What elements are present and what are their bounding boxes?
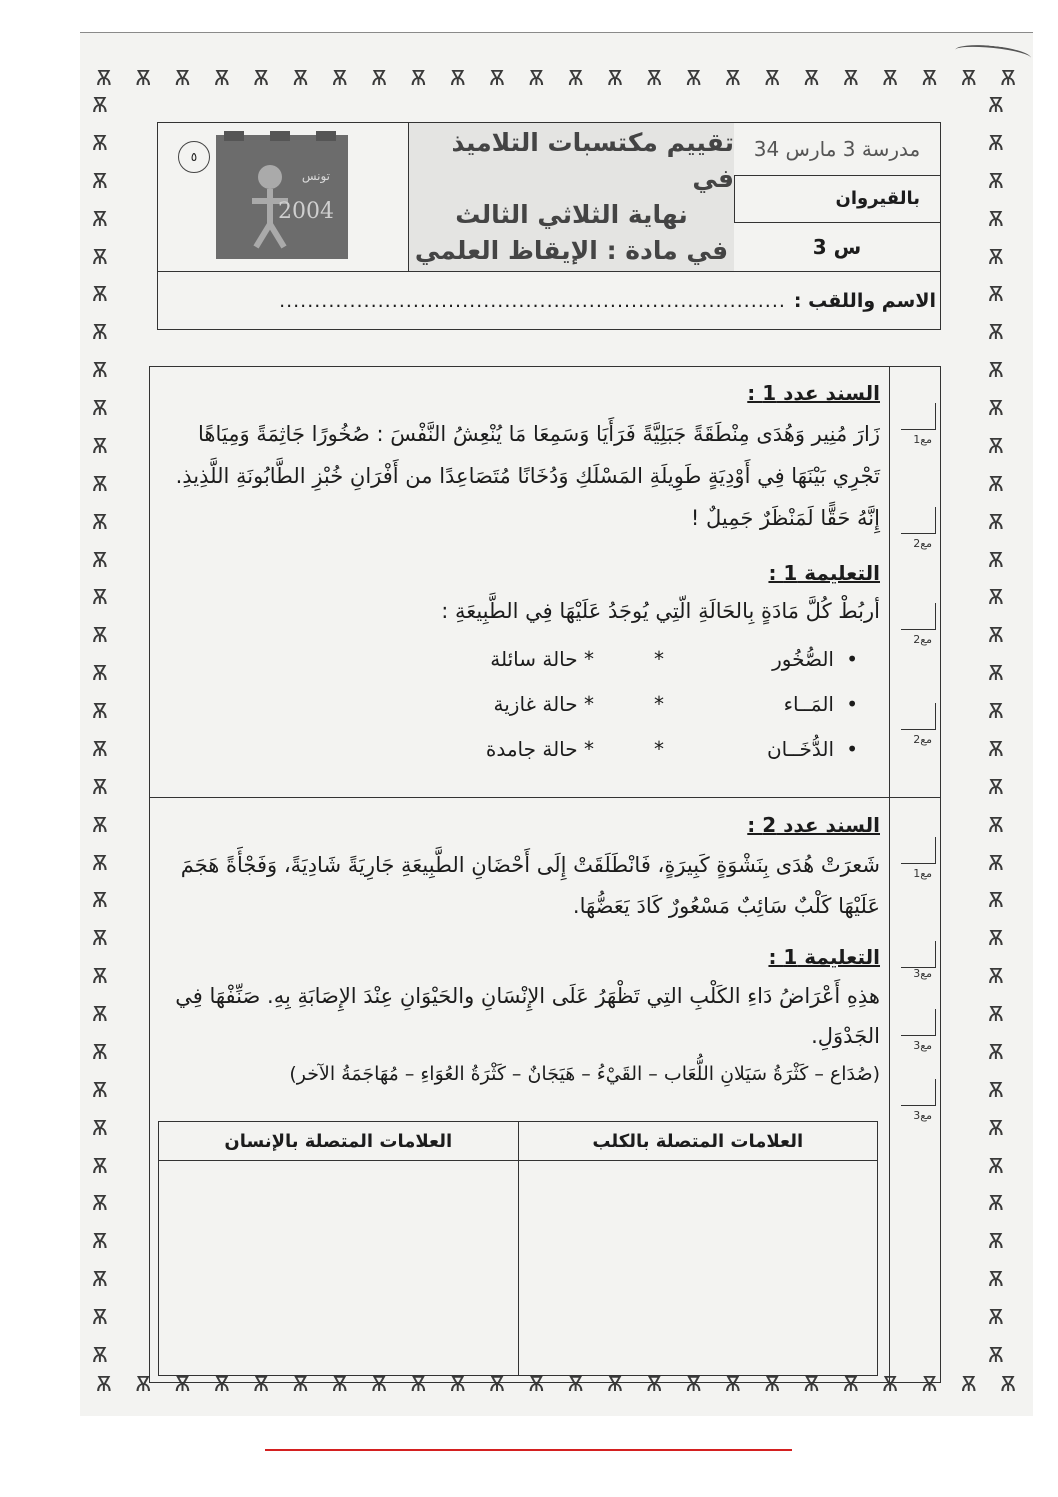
dancing-figure-icon: Ѫ bbox=[988, 1229, 1004, 1254]
dancing-figure-icon: Ѫ bbox=[92, 471, 108, 496]
doc-paragraph: زَارَ مُنِير وَهُدَى مِنْطَقَةً جَبَلِيَّةً فَرَأَيَا وَسَمِعَا مَا يُنْعِشُ النَّفْسَ : صُخُورًا جَاثِمَةً وَمِيَاهًا تَجْرِي بَيْنَهَا فِي أَوْدِيَةٍ طَوِيلَةِ المَسْلَكِ وَدُخَانًا مُتَصَاعِدًا من أَفْرَانِ خُبْزِ الطَّابُونَةِ اللَّذِيذِ. إِنَّهُ حَقًّا لَمَنْظَرٌ جَمِيلٌ ! bbox=[175, 421, 880, 530]
red-underline bbox=[265, 1449, 792, 1451]
dancing-figure-icon: Ѫ bbox=[92, 736, 108, 761]
exam-title bbox=[408, 123, 734, 272]
dancing-figure-icon: Ѫ bbox=[988, 282, 1004, 307]
answer-cell[interactable] bbox=[159, 1161, 518, 1373]
dancing-figure-icon: Ѫ bbox=[92, 585, 108, 610]
dancing-figure-icon: Ѫ bbox=[988, 661, 1004, 686]
dancing-figure-icon: Ѫ bbox=[213, 1372, 230, 1396]
dancing-figure-icon: Ѫ bbox=[988, 168, 1004, 193]
dancing-figure-icon: Ѫ bbox=[960, 66, 977, 90]
match-star[interactable]: * bbox=[654, 692, 664, 716]
dancing-figure-icon: Ѫ bbox=[371, 66, 387, 90]
dancing-figure-icon: Ѫ bbox=[1000, 1372, 1016, 1396]
dancing-figure-icon: Ѫ bbox=[92, 1115, 108, 1140]
school-city: بالقيروان bbox=[734, 175, 940, 223]
table-header: العلامات المتصلة بالكلب bbox=[519, 1122, 878, 1161]
dancing-figure-icon: Ѫ bbox=[331, 66, 348, 90]
match-state: * حالة غازية bbox=[493, 692, 594, 716]
instruction-title: التعليمة 1 : bbox=[768, 945, 880, 969]
border-top bbox=[96, 68, 1016, 88]
dancing-figure-icon: Ѫ bbox=[92, 1191, 108, 1216]
score-box[interactable] bbox=[901, 703, 936, 730]
dancing-figure-icon: Ѫ bbox=[921, 1372, 938, 1396]
seal-icon: ٥ bbox=[178, 141, 210, 173]
doc-title: السند عدد 1 : bbox=[747, 381, 880, 405]
match-state: * حالة سائلة bbox=[490, 647, 594, 671]
exam-title-line: تقييم مكتسبات التلاميذ في bbox=[451, 127, 734, 193]
match-item: الصُّخُور bbox=[772, 647, 834, 671]
dancing-figure-icon: Ѫ bbox=[988, 774, 1004, 799]
dancing-figure-icon: Ѫ bbox=[92, 168, 108, 193]
instruction-text: هذِهِ أَعْرَاضُ دَاءِ الكَلْبِ التِي تَظْهَرُ عَلَى الإِنْسَانِ والحَيْوَانِ عِنْدَ الإِصَابَةِ بِهِ. صَنِّفْهَا فِي الجَدْوَلِ. bbox=[175, 983, 880, 1048]
dancing-figure-icon: Ѫ bbox=[213, 66, 230, 90]
dancing-figure-icon: Ѫ bbox=[96, 66, 112, 90]
dancing-figure-icon: Ѫ bbox=[92, 812, 108, 837]
instruction-1 bbox=[160, 555, 880, 631]
score-label: مع2 bbox=[913, 733, 932, 746]
bullet: • bbox=[846, 647, 858, 671]
dancing-figure-icon: Ѫ bbox=[725, 66, 741, 90]
dancing-figure-icon: Ѫ bbox=[96, 1372, 112, 1396]
dancing-figure-icon: Ѫ bbox=[92, 699, 108, 723]
dancing-figure-icon: Ѫ bbox=[988, 850, 1004, 875]
dancing-figure-icon: Ѫ bbox=[842, 66, 859, 90]
dancing-figure-icon: Ѫ bbox=[253, 1372, 269, 1396]
dancing-figure-icon: Ѫ bbox=[92, 509, 108, 534]
score-box[interactable] bbox=[901, 603, 936, 630]
dancing-figure-icon: Ѫ bbox=[988, 888, 1004, 913]
dancing-figure-icon: Ѫ bbox=[988, 736, 1004, 761]
dancing-figure-icon: Ѫ bbox=[988, 471, 1004, 496]
classification-table bbox=[158, 1121, 878, 1376]
match-star[interactable]: * bbox=[654, 647, 664, 671]
score-label: مع1 bbox=[913, 867, 932, 880]
section-1 bbox=[160, 375, 880, 539]
name-row bbox=[158, 271, 940, 330]
border-left bbox=[92, 95, 108, 1365]
bullet: • bbox=[846, 692, 858, 716]
score-label: مع3 bbox=[913, 1039, 932, 1052]
dancing-figure-icon: Ѫ bbox=[1000, 66, 1016, 90]
dancing-figure-icon: Ѫ bbox=[92, 888, 108, 913]
dancing-figure-icon: Ѫ bbox=[882, 1372, 898, 1396]
score-label: مع3 bbox=[913, 967, 932, 980]
dancing-figure-icon: Ѫ bbox=[803, 1372, 820, 1396]
symptom-list: (صُدَاع – كَثْرَةُ سَيَلانِ اللُّعَاب – القَيْءُ – هَيَجَانٌ – كَثْرَةُ العُوَاءِ – مُهَاجَمَةُ الآخر) bbox=[289, 1062, 880, 1085]
dancing-figure-icon: Ѫ bbox=[988, 547, 1004, 572]
score-box[interactable] bbox=[901, 837, 936, 864]
dancing-figure-icon: Ѫ bbox=[449, 66, 466, 90]
dancing-figure-icon: Ѫ bbox=[764, 66, 781, 90]
doc-paragraph: شَعرَتْ هُدَى بِنَشْوَةٍ كَبِيرَةٍ، فَانْطَلَقَتْ إِلَى أَحْضَانِ الطَّبِيعَةِ جَارِيَةً شَادِيَةً، وَفَجْأَةً هَجَمَ عَلَيْهَا كَلْبٌ سَائِبٌ مَسْعُورٌ كَادَ يَعَضُّهَا. bbox=[180, 852, 880, 918]
dancing-figure-icon: Ѫ bbox=[371, 1372, 387, 1396]
dancing-figure-icon: Ѫ bbox=[92, 1305, 108, 1329]
dancing-figure-icon: Ѫ bbox=[92, 547, 108, 572]
section-2 bbox=[160, 807, 880, 927]
dancing-figure-icon: Ѫ bbox=[988, 1115, 1004, 1140]
dancing-figure-icon: Ѫ bbox=[92, 320, 108, 345]
dancing-figure-icon: Ѫ bbox=[567, 66, 584, 90]
dancing-figure-icon: Ѫ bbox=[988, 926, 1004, 951]
name-field[interactable]: ........................................................................ bbox=[279, 290, 786, 312]
dancing-figure-icon: Ѫ bbox=[174, 66, 191, 90]
match-row bbox=[494, 692, 859, 716]
logo-caption: تونس bbox=[301, 169, 330, 183]
score-box[interactable] bbox=[901, 1079, 936, 1106]
match-star[interactable]: * bbox=[654, 737, 664, 761]
dancing-figure-icon: Ѫ bbox=[489, 66, 505, 90]
answer-cell[interactable] bbox=[519, 1161, 878, 1373]
dancing-figure-icon: Ѫ bbox=[988, 433, 1004, 458]
score-box[interactable] bbox=[901, 1009, 936, 1036]
dancing-figure-icon: Ѫ bbox=[960, 1372, 977, 1396]
logo-image bbox=[216, 135, 348, 259]
exam-title-line: نهاية الثلاثي الثالث bbox=[455, 200, 688, 229]
dancing-figure-icon: Ѫ bbox=[135, 1372, 152, 1396]
dancing-figure-icon: Ѫ bbox=[842, 1372, 859, 1396]
dancing-figure-icon: Ѫ bbox=[988, 1002, 1004, 1026]
match-row bbox=[490, 647, 858, 671]
dancing-figure-icon: Ѫ bbox=[92, 1039, 108, 1064]
dancing-figure-icon: Ѫ bbox=[685, 66, 702, 90]
score-label: مع2 bbox=[913, 633, 932, 646]
dancing-figure-icon: Ѫ bbox=[988, 244, 1004, 269]
dancing-figure-icon: Ѫ bbox=[921, 66, 938, 90]
dancing-figure-icon: Ѫ bbox=[988, 699, 1004, 723]
dancing-figure-icon: Ѫ bbox=[292, 66, 309, 90]
exercise-box bbox=[149, 366, 941, 1383]
dancing-figure-icon: Ѫ bbox=[331, 1372, 348, 1396]
dancing-figure-icon: Ѫ bbox=[92, 1153, 108, 1178]
dancing-figure-icon: Ѫ bbox=[988, 130, 1004, 155]
match-row bbox=[486, 737, 858, 761]
dancing-figure-icon: Ѫ bbox=[646, 1372, 663, 1396]
dancing-figure-icon: Ѫ bbox=[988, 1342, 1004, 1367]
match-item: المَــاء bbox=[783, 692, 834, 716]
instruction-text: أربُطْ كُلَّ مَادَةٍ بِالحَالَةِ الّتِي يُوجَدُ عَلَيْهَا فِي الطَّبِيعَةِ : bbox=[441, 598, 880, 623]
dancing-figure-icon: Ѫ bbox=[607, 1372, 623, 1396]
match-state: * حالة جامدة bbox=[485, 737, 594, 761]
dancing-figure-icon: Ѫ bbox=[92, 926, 108, 951]
dancing-figure-icon: Ѫ bbox=[410, 1372, 427, 1396]
dancing-figure-icon: Ѫ bbox=[92, 396, 108, 420]
dancing-figure-icon: Ѫ bbox=[174, 1372, 191, 1396]
dancing-figure-icon: Ѫ bbox=[92, 1077, 108, 1102]
dancing-figure-icon: Ѫ bbox=[92, 433, 108, 458]
dancing-figure-icon: Ѫ bbox=[988, 1077, 1004, 1102]
dancing-figure-icon: Ѫ bbox=[92, 1267, 108, 1292]
dancing-figure-icon: Ѫ bbox=[988, 1305, 1004, 1329]
instruction-2 bbox=[160, 939, 880, 1091]
section-divider bbox=[150, 797, 940, 798]
dancing-figure-icon: Ѫ bbox=[988, 585, 1004, 610]
dancing-figure-icon: Ѫ bbox=[528, 1372, 545, 1396]
dancing-figure-icon: Ѫ bbox=[988, 358, 1004, 383]
dancing-figure-icon: Ѫ bbox=[567, 1372, 584, 1396]
score-box[interactable] bbox=[901, 403, 936, 430]
dancing-figure-icon: Ѫ bbox=[988, 1267, 1004, 1292]
dancing-figure-icon: Ѫ bbox=[988, 320, 1004, 345]
score-label: مع3 bbox=[913, 1109, 932, 1122]
dancing-figure-icon: Ѫ bbox=[988, 396, 1004, 420]
exam-header bbox=[157, 122, 941, 330]
dancing-figure-icon: Ѫ bbox=[685, 1372, 702, 1396]
dancing-figure-icon: Ѫ bbox=[92, 93, 108, 117]
dancing-figure-icon: Ѫ bbox=[92, 1002, 108, 1026]
table-column-dog bbox=[518, 1122, 878, 1375]
dancing-figure-icon: Ѫ bbox=[92, 358, 108, 383]
exam-title-line: في مادة : الإيقاظ العلمي bbox=[414, 236, 729, 266]
name-label: الاسم واللقب : bbox=[793, 290, 936, 312]
dancing-figure-icon: Ѫ bbox=[92, 130, 108, 155]
dancing-figure-icon: Ѫ bbox=[988, 93, 1004, 117]
school-date: مدرسة 3 مارس 34 bbox=[733, 123, 940, 176]
dancing-figure-icon: Ѫ bbox=[646, 66, 663, 90]
dancing-figure-icon: Ѫ bbox=[92, 244, 108, 269]
score-box[interactable] bbox=[901, 941, 936, 968]
bullet: • bbox=[846, 737, 858, 761]
dancing-figure-icon: Ѫ bbox=[607, 66, 623, 90]
dancing-figure-icon: Ѫ bbox=[135, 66, 152, 90]
instruction-title: التعليمة 1 : bbox=[768, 561, 880, 585]
doc-title: السند عدد 2 : bbox=[747, 813, 880, 837]
dancing-figure-icon: Ѫ bbox=[528, 66, 545, 90]
score-box[interactable] bbox=[901, 507, 936, 534]
logo-year: 2004 bbox=[278, 199, 334, 224]
dancing-figure-icon: Ѫ bbox=[725, 1372, 741, 1396]
table-column-human bbox=[159, 1122, 518, 1375]
dancing-figure-icon: Ѫ bbox=[988, 964, 1004, 989]
dancing-figure-icon: Ѫ bbox=[988, 1191, 1004, 1216]
dancing-figure-icon: Ѫ bbox=[988, 623, 1004, 648]
dancing-figure-icon: Ѫ bbox=[253, 66, 269, 90]
match-item: الدُّخَــان bbox=[766, 737, 834, 761]
score-column bbox=[889, 367, 890, 1382]
dancing-figure-icon: Ѫ bbox=[803, 66, 820, 90]
border-right bbox=[988, 95, 1004, 1365]
dancing-figure-icon: Ѫ bbox=[988, 812, 1004, 837]
dancing-figure-icon: Ѫ bbox=[449, 1372, 466, 1396]
dancing-figure-icon: Ѫ bbox=[92, 774, 108, 799]
dancing-figure-icon: Ѫ bbox=[92, 661, 108, 686]
logo-area bbox=[158, 123, 408, 272]
dancing-figure-icon: Ѫ bbox=[988, 206, 1004, 231]
class-level: س 3 bbox=[733, 223, 940, 272]
dancing-figure-icon: Ѫ bbox=[988, 509, 1004, 534]
table-header: العلامات المتصلة بالإنسان bbox=[159, 1122, 518, 1161]
dancing-figure-icon: Ѫ bbox=[489, 1372, 505, 1396]
score-label: مع1 bbox=[913, 433, 932, 446]
dancing-figure-icon: Ѫ bbox=[764, 1372, 781, 1396]
dancing-figure-icon: Ѫ bbox=[92, 964, 108, 989]
dancing-figure-icon: Ѫ bbox=[92, 623, 108, 648]
dancing-figure-icon: Ѫ bbox=[410, 66, 427, 90]
dancing-figure-icon: Ѫ bbox=[92, 850, 108, 875]
dancing-figure-icon: Ѫ bbox=[92, 1342, 108, 1367]
dancing-figure-icon: Ѫ bbox=[92, 282, 108, 307]
dancing-figure-icon: Ѫ bbox=[988, 1153, 1004, 1178]
dancing-figure-icon: Ѫ bbox=[882, 66, 898, 90]
score-label: مع2 bbox=[913, 537, 932, 550]
dancing-figure-icon: Ѫ bbox=[988, 1039, 1004, 1064]
dancing-figure-icon: Ѫ bbox=[292, 1372, 309, 1396]
dancing-figure-icon: Ѫ bbox=[92, 206, 108, 231]
dancing-figure-icon: Ѫ bbox=[92, 1229, 108, 1254]
